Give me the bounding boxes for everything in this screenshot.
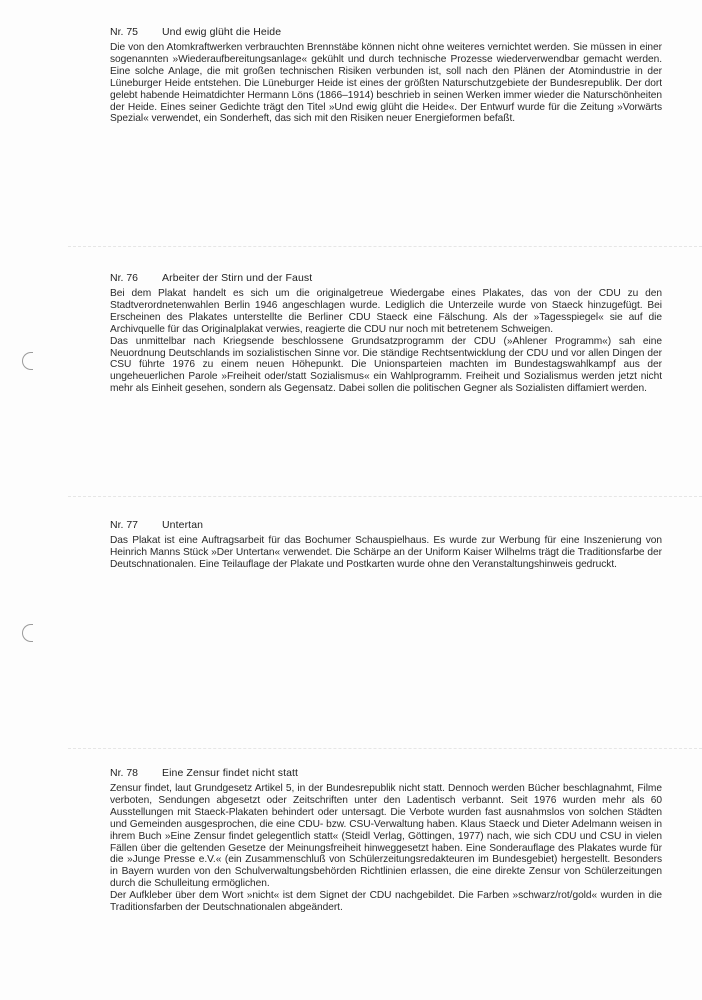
section-divider bbox=[68, 748, 702, 749]
punch-hole-upper bbox=[22, 352, 33, 370]
entry-title: Arbeiter der Stirn und der Faust bbox=[162, 272, 313, 284]
entry-number: Nr. 75 bbox=[110, 26, 139, 38]
entry-body bbox=[110, 783, 662, 914]
entry-77 bbox=[110, 518, 662, 571]
entry-paragraph: Der Aufkleber über dem Wort »nicht« ist dem Signet der CDU nachgebildet. Die Farben »schwarz/rot/gold« wurden in die Traditionsfarben der Deutschnationalen abgeändert. bbox=[110, 890, 662, 914]
punch-hole-lower bbox=[22, 624, 33, 642]
entry-title: Und ewig glüht die Heide bbox=[162, 26, 282, 38]
entry-paragraph: Das unmittelbar nach Kriegsende beschlossene Grundsatzprogramm der CDU (»Ahlener Programm«) sah eine Neuordnung Deutschlands im sozialistischen Sinne vor. Die ständige Rechtsentwicklung der CDU und vor allen Dingen der CSU führte 1976 zu einem neuen Höhepunkt. Die Unionsparteien machten im Bundestagswahlkampf aus der ungeheuerlichen Parole »Freiheit oder/statt Sozialismus« ein Wahlprogramm. Freiheit und Sozialismus werden jetzt nicht mehr als Einheit gesehen, sondern als Gegensatz. Dabei sollen die politischen Gegner als Sozialisten diffamiert werden. bbox=[110, 335, 662, 395]
entry-paragraph: Bei dem Plakat handelt es sich um die originalgetreue Wiedergabe eines Plakates, das von der CDU zu den Stadtverordnetenwahlen Berlin 1946 angeschlagen wurde. Lediglich die Unterzeile wurde von Staeck hinzugefügt. Bei Erscheinen des Plakates unterstellte die Berliner CDU Staeck eine Fälschung. Als der »Tagesspiegel« sie auf die Archivquelle für das Originalplakat verwies, reagierte die CDU nur noch mit betretenem Schweigen. bbox=[110, 288, 662, 335]
entry-heading bbox=[110, 25, 662, 39]
entry-title: Eine Zensur findet nicht statt bbox=[162, 767, 299, 779]
entry-number: Nr. 76 bbox=[110, 272, 139, 284]
entry-body bbox=[110, 42, 662, 125]
entry-75 bbox=[110, 25, 662, 125]
entry-paragraph: Das Plakat ist eine Auftragsarbeit für das Bochumer Schauspielhaus. Es wurde zur Werbung für eine Inszenierung von Heinrich Manns Stück »Der Untertan« verwendet. Die Schärpe an der Uniform Kaiser Wilhelms trägt die Traditionsfarbe der Deutschnationalen. Eine Teilauflage der Plakate und Postkarten wurde ohne den Veranstaltungshinweis gedruckt. bbox=[110, 535, 662, 570]
entry-body bbox=[110, 288, 662, 395]
entry-number: Nr. 78 bbox=[110, 767, 139, 779]
entry-heading bbox=[110, 518, 662, 532]
entry-body bbox=[110, 535, 662, 571]
entry-heading bbox=[110, 766, 662, 780]
entry-paragraph: Die von den Atomkraftwerken verbrauchten Brennstäbe können nicht ohne weiteres vernichtet werden. Sie müssen in einer sogenannten »Wiederaufbereitungsanlage« gekühlt und durch technische Prozesse wiederverwendbar gemacht werden. Eine solche Anlage, die mit großen technischen Risiken verbunden ist, soll nach den Plänen der Atomindustrie in der Lüneburger Heide entstehen. Die Lüneburger Heide ist eines der größten Naturschutzgebiete der Bundesrepublik. Der dort gelebt habende Heimatdichter Hermann Löns (1866–1914) beschrieb in seinen Werken immer wieder die Naturschönheiten der Heide. Eines seiner Gedichte trägt den Titel »Und ewig glüht die Heide«. Der Entwurf wurde für die Zeitung »Vorwärts Spezial« verwendet, ein Sonderheft, das sich mit den Risiken neuer Energieformen befaßt. bbox=[110, 42, 662, 125]
entry-78 bbox=[110, 766, 662, 914]
entry-title: Untertan bbox=[162, 519, 204, 531]
section-divider bbox=[68, 496, 702, 497]
entry-heading bbox=[110, 271, 662, 285]
entry-76 bbox=[110, 271, 662, 395]
entry-number: Nr. 77 bbox=[110, 519, 139, 531]
section-divider bbox=[68, 246, 702, 247]
entry-paragraph: Zensur findet, laut Grundgesetz Artikel 5, in der Bundesrepublik nicht statt. Dennoch werden Bücher beschlagnahmt, Filme verboten, Sendungen abgesetzt oder Zeitschriften unter den Ladentisch verbannt. Seit 1976 wurden mehr als 60 Ausstellungen mit Staeck-Plakaten behindert oder untersagt. Die Verbote wurden fast ausnahmslos von solchen Städten und Gemeinden ausgesprochen, die eine CDU- bzw. CSU-Verwaltung haben. Klaus Staeck und Dieter Adelmann weisen in ihrem Buch »Eine Zensur findet gelegentlich statt« (Steidl Verlag, Göttingen, 1977) nach, wie sich CDU und CSU in vielen Fällen über die geltenden Gesetze der Meinungsfreiheit hinweggesetzt haben. Eine Sonderauflage des Plakates wurde für die »Junge Presse e.V.« (ein Zusammenschluß von Schülerzeitungsredakteuren im Bundesgebiet) hergestellt. Besonders in Bayern wurden von den Schulverwaltungsbehörden Richtlinien erlassen, die eine direkte Zensur von Schülerzeitungen durch die Schulleitung ermöglichen. bbox=[110, 783, 662, 890]
